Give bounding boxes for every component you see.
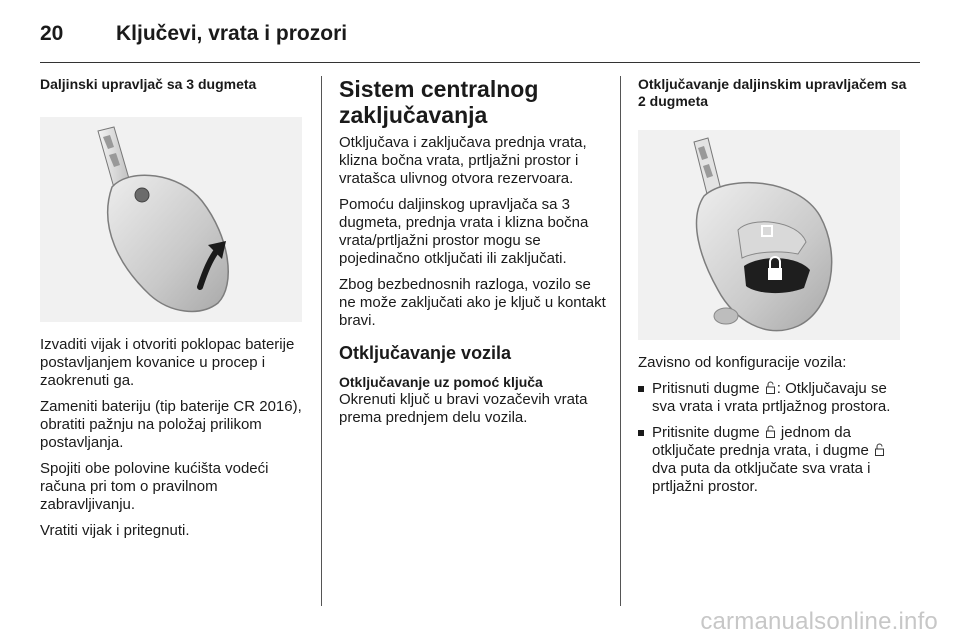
section-heading-central-locking: Sistem centralnog zaključavanja — [339, 76, 539, 128]
column-divider-1 — [321, 76, 322, 606]
section-heading-2-button-remote: Otključavanje daljinskim upravljačem sa 2 dugmeta — [638, 76, 907, 109]
instruction-paragraph: Zameniti bateriju (tip baterije CR 2016), obratiti pažnju na položaj prilikom postavljanja. — [40, 398, 302, 451]
column-divider-2 — [620, 76, 621, 606]
watermark: carmanualsonline.info — [700, 608, 938, 635]
key-fob-illustration-icon — [40, 117, 302, 322]
subsection-heading-key: Otključavanje uz pomoć ključa — [339, 374, 543, 390]
header-divider — [40, 62, 920, 63]
body-paragraph: Zbog bezbednosnih razloga, vozilo se ne može zaključati ako je ključ u kontakt bravi. — [339, 276, 606, 329]
column-left — [40, 76, 306, 548]
unlock-button-icon — [766, 425, 775, 438]
list-item: Pritisnuti dugme : Otključavaju se sva vrata i vrata prtljažnog prostora. — [638, 380, 908, 416]
instruction-paragraph: Izvaditi vijak i otvoriti poklopac baterije postavljanjem kovanice u procep i zaokrenuti ga. — [40, 336, 295, 389]
key-fob-2-button-illustration-icon — [638, 130, 900, 340]
column-right — [638, 76, 908, 504]
bullet-icon — [638, 430, 644, 436]
unlock-button-icon — [875, 443, 884, 456]
figure-3-button-key-battery — [40, 117, 302, 322]
body-paragraph: Okrenuti ključ u bravi vozačevih vrata prema prednjem delu vozila. — [339, 391, 588, 426]
section-heading-3-button-remote: Daljinski upravljač sa 3 dugmeta — [40, 76, 257, 92]
instruction-list — [638, 380, 908, 496]
instruction-paragraph: Vratiti vijak i pritegnuti. — [40, 522, 190, 539]
figure-2-button-key — [638, 130, 900, 340]
column-middle — [339, 76, 607, 435]
body-paragraph: Pomoću daljinskog upravljača sa 3 dugmeta, prednja vrata i klizna bočna vrata/prtljažni prostor mogu se pojedinačno otključati ili zaključati. — [339, 196, 589, 267]
config-intro: Zavisno od konfiguracije vozila: — [638, 354, 847, 371]
list-item: Pritisnite dugme jednom da otključate prednja vrata, i dugme dva puta da otključate sva vrata i prtljažni prostor. — [638, 424, 908, 496]
bullet-icon — [638, 386, 644, 392]
instruction-paragraph: Spojiti obe polovine kućišta vodeći računa pri tom o pravilnom zabravljivanju. — [40, 460, 269, 513]
page-number: 20 — [40, 22, 64, 45]
body-paragraph: Otključava i zaključava prednja vrata, klizna bočna vrata, prtljažni prostor i vratašca ulivnog otvora rezervoara. — [339, 134, 587, 187]
unlock-button-icon — [766, 381, 775, 394]
section-heading-unlocking: Otključavanje vozila — [339, 343, 512, 363]
page-title: Ključevi, vrata i prozori — [116, 22, 348, 45]
page-header — [40, 18, 347, 50]
